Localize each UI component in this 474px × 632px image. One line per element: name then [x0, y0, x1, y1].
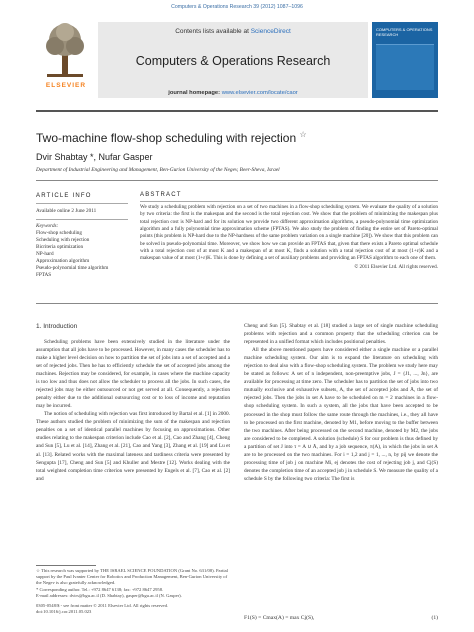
homepage-link[interactable]: www.elsevier.com/locate/caor — [221, 90, 298, 96]
keyword-item: Scheduling with rejection — [36, 237, 90, 244]
journal-cover-thumbnail — [372, 22, 438, 98]
article-info-rule-2 — [36, 219, 128, 220]
body-paragraph: The notion of scheduling with rejection was first introduced by Bartal et al. [1] in 2000. These authors studied the problem of minimizing the sum of the makespan and rejection penalties on a set of identical parallel machines by focusing on approximations. Other studies relating to the makespan criterion include Cao et al. [2], Cao and Zhang [4], Cheng and Sun [5], Lu et al. [14], Zhang et al. [21], Cao and Yang [3], Zhang et al. [19] and Lu et al. [13]. Related works with the maximal lateness and tardiness criteria were presented by Sengupta [17], Cheng and Sun [5] and Khuller and Mestre [12]. Works dealing with the total weighted completion time criterion were presented by Engels et al. [7], Cao et al. [2] and — [36, 411, 230, 482]
abstract-header — [140, 192, 438, 202]
keywords-label: Keywords: — [36, 223, 59, 230]
section-heading: 1. Introduction — [36, 323, 78, 330]
header-divider — [36, 110, 438, 112]
sciencedirect-link[interactable]: ScienceDirect — [250, 28, 291, 35]
article-title-text: Two-machine flow-shop scheduling with rejection — [36, 131, 297, 145]
elsevier-tree-icon — [41, 20, 89, 80]
keyword-item: Approximation algorithm — [36, 258, 90, 265]
body-paragraph: Scheduling problems have been extensively studied in the literature under the assumption that all jobs have to be processed. However, in many cases the scheduler has to make a higher level decision on how to partition the set of jobs into a set of accepted and a set of rejected jobs. Then he has to efficiently schedule the set of accepted jobs among the machines. Rejection may be considered, for example, in cases where the machine capacity is too low and thus does not allow the scheduler to process all the jobs. In such cases, the rejected jobs may be either outsourced or not get served at all. Consequently, a rejection penalty either due to the additional outsourcing cost or to loss of income and reputation may be incurred. — [36, 338, 230, 410]
footnote-rule — [36, 565, 96, 566]
abstract-body — [140, 204, 438, 271]
article-info-panel — [36, 192, 128, 279]
article-authors: Dvir Shabtay *, Nufar Gasper — [36, 152, 153, 162]
equation-number: (1) — [431, 615, 438, 621]
homepage-prefix: journal homepage: — [168, 90, 222, 96]
left-column — [36, 322, 230, 483]
article-info-rule — [36, 203, 128, 204]
keyword-item: FPTAS — [36, 272, 52, 279]
doi-link[interactable]: doi:10.1016/j.cor.2011.05.023 — [36, 609, 92, 615]
body-paragraph: All the above mentioned papers have considered either a single machine or a parallel machine scheduling system. Our aim is to expand the literature on scheduling with rejection to deal also with a flow-shop scheduling system. The problem we study here may be stated as follows: A set of n independent, non-preemptive jobs, J = {J1, ..., Jn}, are available for processing at time zero. The scheduler has to partition the set of jobs into two mutually exclusive and exhaustive subsets, A, the set of accepted jobs and Ā, the set of rejected jobs. Then the jobs in set A have to be scheduled on m = 2 machines in a flow-shop scheduling system. In such a system, all the jobs that have been accepted to be processed in the shop must follow the same route through the machines, i.e., they all have to be processed on the first machine, denoted by M1, before moving to the buffer between the two machines. After being processed on the second machine, denoted by M2, the jobs are considered to be completed. A solution (schedule) S for our problem is thus defined by a partition of set J into τ = A ∪ Ā, and by a job sequence, π(A), in which the jobs in set A are to be processed on the two machines. For i = 1,2 and j = 1, ..., n, by pij we denote the processing time of job j on machine Mi, ej denotes the cost of rejecting job j, and Cj(S) denotes the completion time of an accepted job j in schedule S. We measure the quality of a schedule S by the following two criteria: The first is — [244, 347, 438, 482]
title-footnote-mark[interactable]: ☆ — [299, 130, 307, 139]
article-info-heading: ARTICLE INFO — [36, 193, 92, 199]
abstract-rule — [140, 201, 438, 202]
issn-line: 0305-0548/$ - see front matter © 2011 Elsevier Ltd. All rights reserved. — [36, 602, 169, 608]
available-online: Available online 2 June 2011 — [36, 207, 97, 214]
journal-name: Computers & Operations Research — [135, 54, 331, 68]
abstract-heading: ABSTRACT — [140, 192, 182, 198]
right-column — [244, 322, 438, 483]
copyright-notice: © 2011 Elsevier Ltd. All rights reserved. — [354, 263, 438, 270]
author-affiliation: Department of Industrial Engineering and Management, Ben-Gurion University of the Negev, Beer-Sheva, Israel — [36, 167, 280, 173]
body-paragraph: Cheng and Sun [5]. Shabtay et al. [18] studied a large set of single machine scheduling problems with rejection and a common property that the scheduling criterion can be represented in a unified format which includes positional penalties. — [244, 323, 438, 346]
keyword-item: Flow-shop scheduling — [36, 230, 82, 237]
keyword-item: NP-hard — [36, 251, 54, 258]
equation-1 — [244, 615, 438, 621]
email-addresses: E-mail addresses: dvirs@bgu.ac.il (D. Shabtay), gasper@bgu.ac.il (N. Gasper). — [36, 593, 182, 599]
contents-line — [98, 28, 368, 35]
title-divider — [36, 180, 438, 181]
cover-title: COMPUTERS & OPERATIONS RESEARCH — [376, 27, 433, 37]
funding-footnote: ☆ This research was supported by THE ISRAEL SCIENCE FOUNDATION (Grant No. 631/08). Partial support by the Paul Ivanier Center for Robotics and Production Management, Ben-Gurion University of the Negev is also gratefully acknowledged. — [36, 567, 228, 586]
publisher-name: ELSEVIER — [45, 82, 87, 89]
journal-homepage — [98, 90, 368, 96]
journal-header — [36, 16, 438, 111]
keyword-item: Pseudo-polynomial time algorithm — [36, 265, 109, 272]
article-title — [36, 130, 307, 145]
running-head: Computers & Operations Research 39 (2012) 1087–1096 — [171, 4, 303, 10]
contents-prefix: Contents lists available at — [175, 28, 251, 35]
abstract-text: We study a scheduling problem with rejection on a set of two machines in a flow-shop scheduling system. We evaluate the quality of a solution by two criteria: the first is the makespan and the second is the total rejection cost. We show that the problem of minimizing the makespan plus total rejection cost is NP-hard and for its solution we provide two different approximation algorithms, a pseudo-polynomial time optimization algorithm and a fully polynomial time approximation scheme (FPTAS). We also study the problem of finding the entire set of Pareto-optimal points (this problem is NP-hard due to the NP-hardness of the same problem variation on a single machine [20]). We show that this problem can be solved in pseudo-polynomial time. Moreover, we show how we can provide an FPTAS that, given that there exists a Pareto optimal schedule with a total rejection cost of at most K and a makespan of at most K, finds a solution with a total rejection cost of at most (1+ε)K and a makespan value of at most (1+ε)K. This is done by defining a set of auxiliary problems and providing an FPTAS algorithm to each one of them. — [140, 204, 438, 262]
abstract-divider — [36, 303, 438, 304]
keyword-item: Bicriteria optimization — [36, 244, 84, 251]
footnotes — [36, 565, 230, 616]
journal-banner — [98, 22, 368, 98]
equation-text: F1(S) = Cmax(A) = max Cj(S), — [244, 615, 315, 621]
cover-graphic — [376, 44, 434, 90]
keywords-block — [36, 223, 128, 279]
corresponding-author-note: * Corresponding author. Tel.: +972 8647 6138; fax: +972 8647 2958. — [36, 586, 164, 592]
